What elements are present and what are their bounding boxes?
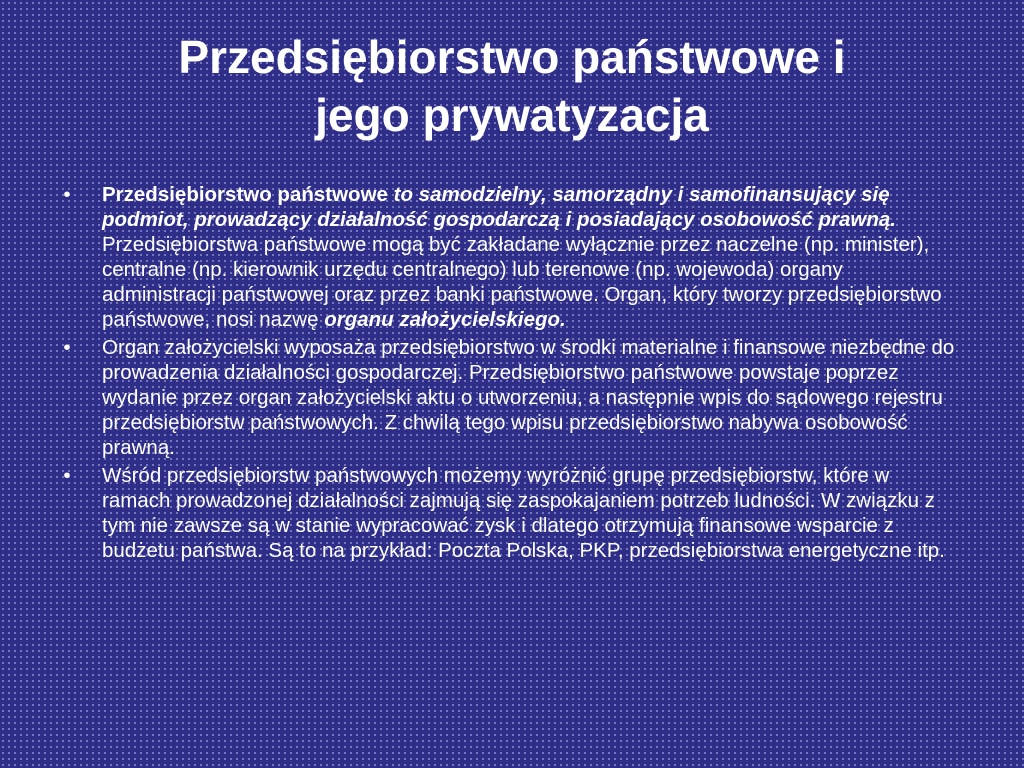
bullet-3-body: Wśród przedsiębiorstw państwowych możemy wyróżnić grupę przedsiębiorstw, które w ramach prowadzonej działalności zajmują się zaspokajaniem potrzeb ludności. W związku z tym nie zawsze są w stanie wypracować zysk i dlatego otrzymują finansowe wsparcie z budżetu państwa. Są to na przykład: Poczta Polska, PKP, przedsiębiorstwa energetyczne itp.: [102, 464, 945, 562]
bullet-item-1: [60, 182, 960, 332]
bullet-list: [60, 182, 960, 566]
slide-title-line-2: jego prywatyzacja: [315, 89, 709, 141]
bullet-item-2: [60, 335, 960, 460]
bullet-marker-icon: •: [63, 336, 71, 359]
slide-title: [40, 28, 984, 144]
slide-title-line-1: Przedsiębiorstwo państwowe i: [178, 31, 846, 83]
bullet-1-definition: to samodzielny, samorządny i samofinansujący się podmiot, prowadzący działalność gospodarczą i posiadający osobowość prawną.: [102, 183, 896, 231]
bullet-1-lead: Przedsiębiorstwo państwowe: [102, 183, 394, 206]
bullet-1-term: organu założycielskiego.: [324, 308, 566, 331]
bullet-1-body: Przedsiębiorstwa państwowe mogą być zakładane wyłącznie przez naczelne (np. minister), centralne (np. kierownik urzędu centralnego) lub terenowe (np. wojewoda) organy administracji państwowej oraz przez banki państwowe. Organ, który tworzy przedsiębiorstwo państwowe, nosi nazwę: [102, 233, 942, 331]
bullet-marker-icon: •: [63, 464, 71, 487]
bullet-item-3: [60, 463, 960, 563]
bullet-marker-icon: •: [63, 183, 71, 206]
bullet-2-body: Organ założycielski wyposaża przedsiębiorstwo w środki materialne i finansowe niezbędne do prowadzenia działalności gospodarczej. Przedsiębiorstwo państwowe powstaje poprzez wydanie przez organ założycielski aktu o utworzeniu, a następnie wpis do sądowego rejestru przedsiębiorstw państwowych. Z chwilą tego wpisu przedsiębiorstwo nabywa osobowość prawną.: [102, 336, 955, 459]
